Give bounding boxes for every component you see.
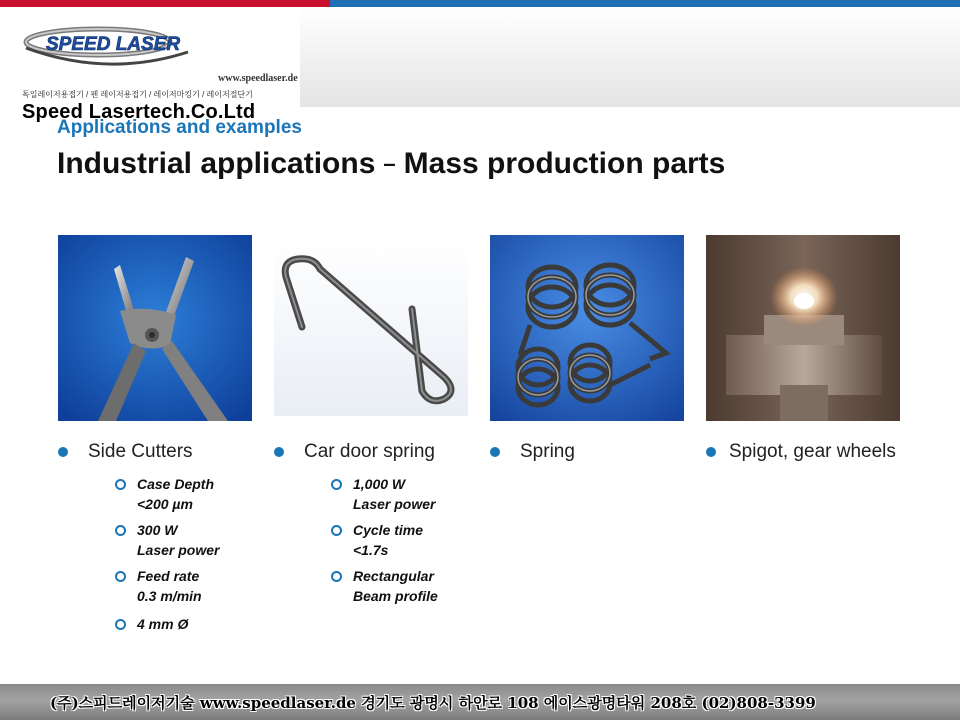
logo-url: www.speedlaser.de (218, 73, 298, 84)
ring-bullet-icon (115, 525, 126, 536)
column-spring (490, 440, 690, 464)
ring-bullet-icon (115, 479, 126, 490)
bullet-dot-icon (490, 447, 500, 457)
title-part-1: Industrial applications (57, 147, 376, 180)
column-car-door-spring (274, 440, 484, 612)
ring-bullet-icon (331, 525, 342, 536)
sub-list (115, 474, 268, 634)
footer-contact-text: (주)스피드레이저기술 www.speedlaser.de 경기도 광명시 하안로 108 에이스광명타워 208호 (02)808-3399 (50, 694, 816, 712)
spring-photo (490, 235, 684, 421)
bullet-item (58, 440, 268, 464)
ring-bullet-icon (115, 571, 126, 582)
column-spigot-gear-wheels (706, 440, 896, 464)
sub-item-text: Case Depth <200 µm (137, 476, 215, 512)
sub-item (115, 566, 268, 606)
bullet-dot-icon (274, 447, 284, 457)
sub-item (331, 520, 484, 560)
sub-item-text: 4 mm Ø (137, 616, 189, 632)
title-dash: – (383, 151, 396, 176)
sub-item-text: 300 W Laser power (137, 522, 220, 558)
bullet-item (706, 440, 896, 464)
item-label: Spigot, gear wheels (729, 441, 896, 462)
slide-subtitle: Applications and examples (57, 117, 302, 138)
ring-bullet-icon (331, 571, 342, 582)
sub-item (331, 474, 484, 514)
logo-brand-text: SPEED LASER (46, 34, 181, 55)
bullet-item (274, 440, 484, 464)
footer-bar (0, 684, 960, 720)
spigot-gear-wheels-photo (706, 235, 900, 421)
sub-item-text: Cycle time <1.7s (353, 522, 424, 558)
item-label: Car door spring (304, 441, 435, 462)
side-cutters-photo (58, 235, 252, 421)
car-door-spring-photo (274, 239, 468, 416)
ring-bullet-icon (331, 479, 342, 490)
sub-item-text: Rectangular Beam profile (353, 568, 438, 604)
sub-item (115, 474, 268, 514)
ring-bullet-icon (115, 619, 126, 630)
sub-item-text: 1,000 W Laser power (353, 476, 436, 512)
speed-laser-logo-graphic (18, 18, 218, 74)
sub-item (115, 614, 268, 634)
bullet-dot-icon (58, 447, 68, 457)
sub-list (331, 474, 484, 606)
company-logo (18, 18, 303, 123)
logo-korean-tagline: 독일레이저용접기 / 펜 레이저용접기 / 레이저마킹기 / 레이저절단기 (22, 90, 253, 99)
sub-item (115, 520, 268, 560)
bullet-item (490, 440, 690, 464)
column-side-cutters (58, 440, 268, 640)
sub-item-text: Feed rate 0.3 m/min (137, 568, 202, 604)
item-label: Side Cutters (88, 441, 193, 462)
top-accent-bar-blue (330, 0, 960, 7)
item-label: Spring (520, 441, 575, 462)
slide-title (57, 147, 725, 181)
sub-item (331, 566, 484, 606)
title-part-2: Mass production parts (403, 147, 726, 180)
bullet-dot-icon (706, 447, 716, 457)
top-accent-bar-red (0, 0, 330, 7)
company-name: Speed Lasertech.Co.Ltd (22, 101, 256, 123)
header-gradient-band (300, 7, 960, 107)
